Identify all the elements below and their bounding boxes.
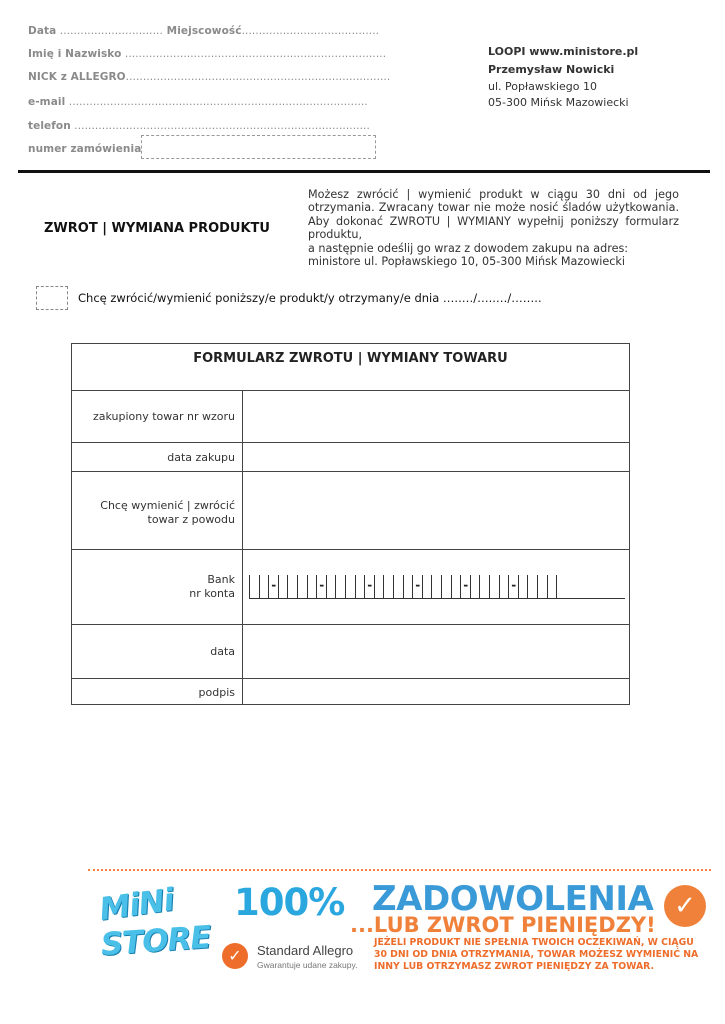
- form-row-purchase-date: data zakupu: [72, 443, 629, 472]
- shop-name: LOOPI www.ministore.pl: [488, 45, 639, 58]
- allegro-nick-field[interactable]: NICK z ALLEGRO.............................................................................: [28, 71, 391, 83]
- purchase-date-input[interactable]: [244, 443, 629, 471]
- account-cell-divider: [268, 575, 269, 599]
- account-cell-divider: [412, 575, 413, 599]
- account-cell-divider: [383, 575, 384, 599]
- account-cell-divider: [508, 575, 509, 599]
- account-cell-divider: [479, 575, 480, 599]
- account-cell-divider: [518, 575, 519, 599]
- account-separator: -: [415, 578, 421, 592]
- return-checkbox-label: Chcę zwrócić/wymienić poniższy/e produkt/y otrzymany/e dnia …..…/…..…/……..: [78, 291, 542, 305]
- account-cell-divider: [556, 575, 557, 599]
- account-cell-divider: [527, 575, 528, 599]
- account-cell-divider: [422, 575, 423, 599]
- subheadline-text: ...LUB ZWROT PIENIĘDZY!: [350, 913, 656, 937]
- account-cell-divider: [499, 575, 500, 599]
- ministore-logo: MiNi STORE: [97, 882, 212, 963]
- account-cell-divider: [374, 575, 375, 599]
- account-cell-divider: [451, 575, 452, 599]
- date-input[interactable]: [244, 625, 629, 678]
- header-divider: [18, 170, 710, 173]
- account-cell-divider: [393, 575, 394, 599]
- order-number-input[interactable]: [141, 135, 376, 159]
- owner-name: Przemysław Nowicki: [488, 63, 615, 76]
- street-address: ul. Popławskiego 10: [488, 80, 597, 93]
- account-cell-divider: [249, 575, 250, 599]
- account-cell-divider: [431, 575, 432, 599]
- account-cell-divider: [326, 575, 327, 599]
- account-cell-divider: [489, 575, 490, 599]
- account-cell-divider: [441, 575, 442, 599]
- account-cell-divider: [355, 575, 356, 599]
- account-separator: -: [367, 578, 373, 592]
- guarantee-banner: [88, 873, 718, 1003]
- account-cell-divider: [278, 575, 279, 599]
- banner-divider: [88, 869, 711, 871]
- account-cell-divider: [287, 575, 288, 599]
- section-title: ZWROT | WYMIANA PRODUKTU: [44, 221, 270, 236]
- account-separator: -: [271, 578, 277, 592]
- email-field[interactable]: e-mail .......................................................................................: [28, 96, 368, 108]
- account-cell-divider: [470, 575, 471, 599]
- order-number-label: numer zamówienia: [28, 143, 142, 155]
- account-separator: -: [511, 578, 517, 592]
- account-separator: -: [319, 578, 325, 592]
- account-cell-divider: [364, 575, 365, 599]
- bank-account-input[interactable]: [249, 575, 625, 599]
- account-cell-divider: [335, 575, 336, 599]
- account-cell-divider: [547, 575, 548, 599]
- standard-allegro-title: Standard Allegro: [257, 943, 354, 958]
- account-cell-divider: [345, 575, 346, 599]
- form-row-date: data: [72, 625, 629, 679]
- standard-allegro-subtitle: Gwarantuje udane zakupy.: [257, 960, 358, 970]
- form-row-product: zakupiony towar nr wzoru: [72, 391, 629, 443]
- allegro-check-icon: ✓: [222, 943, 248, 969]
- phone-field[interactable]: telefon ......................................................................................: [28, 120, 370, 132]
- signature-input[interactable]: [244, 679, 629, 705]
- product-input[interactable]: [244, 391, 629, 442]
- account-separator: -: [463, 578, 469, 592]
- city-address: 05-300 Mińsk Mazowiecki: [488, 96, 629, 109]
- headline-text: ZADOWOLENIA: [372, 879, 654, 919]
- return-info: Możesz zwrócić | wymienić produkt w ciągu 30 dni od jego otrzymania. Zwracany towar nie może nosić śladów użytkowania. Aby dokonać ZWROTU | WYMIANY wypełnij poniższy formularz produktu, a następnie odeślij go wraz z dowodem zakupu na adres: ministore ul. Popławskiego 10, 05-300 Mińsk Mazowiecki: [308, 188, 679, 269]
- form-row-signature: podpis: [72, 679, 629, 705]
- form-title: FORMULARZ ZWROTU | WYMIANY TOWARU: [72, 344, 629, 391]
- account-cell-divider: [316, 575, 317, 599]
- form-row-reason: Chcę wymienić | zwrócić towar z powodu: [72, 472, 629, 550]
- account-cell-divider: [460, 575, 461, 599]
- account-cell-divider: [307, 575, 308, 599]
- account-cell-divider: [297, 575, 298, 599]
- reason-input[interactable]: [244, 472, 629, 549]
- form-row-bank-account: Bank nr konta - - - - - -: [72, 550, 629, 625]
- check-icon: ✓: [664, 885, 706, 927]
- date-field[interactable]: Data .............................. Miejscowość........................................: [28, 25, 380, 37]
- percent-text: 100%: [234, 881, 345, 924]
- account-cell-divider: [259, 575, 260, 599]
- return-checkbox[interactable]: [36, 286, 68, 310]
- account-cell-divider: [403, 575, 404, 599]
- guarantee-fine-print: JEŻELI PRODUKT NIE SPEŁNIA TWOICH OCZEKIWAŃ, W CIĄGU 30 DNI OD DNIA OTRZYMANIA, TOWAR MOŻESZ WYMIENIĆ NA INNY LUB OTRZYMASZ ZWROT PIENIĘDZY ZA TOWAR.: [374, 937, 699, 972]
- account-cell-divider: [537, 575, 538, 599]
- return-form: [71, 343, 630, 705]
- name-field[interactable]: Imię i Nazwisko ............................................................................: [28, 48, 387, 60]
